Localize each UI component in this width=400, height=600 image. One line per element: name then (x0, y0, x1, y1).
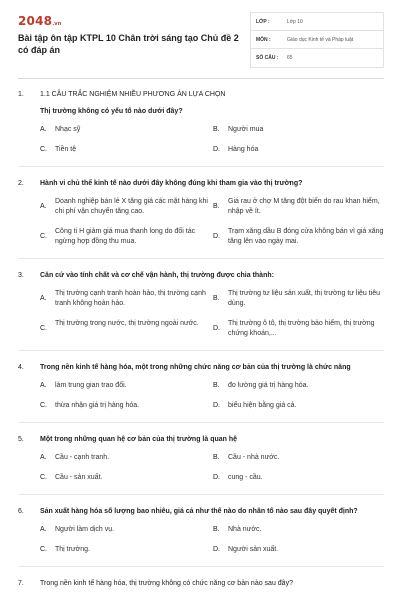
option-c[interactable] (40, 473, 213, 483)
option-b[interactable] (213, 381, 386, 391)
question-header (18, 363, 384, 373)
option-letter: C. (40, 474, 47, 481)
meta-key: LỚP : (256, 18, 270, 25)
section-number: 1. (18, 91, 24, 98)
section-heading (18, 91, 384, 98)
option-a[interactable] (40, 125, 213, 135)
question-2 (18, 179, 384, 247)
question-7 (18, 579, 384, 589)
document-header (18, 10, 384, 74)
question-header (18, 179, 384, 189)
question-header (18, 435, 384, 445)
options-grid (18, 289, 384, 339)
meta-value: 65 (287, 55, 293, 61)
option-letter: C. (40, 233, 47, 240)
option-b[interactable] (213, 453, 386, 463)
question-divider (18, 494, 384, 495)
option-d[interactable] (213, 145, 386, 155)
option-text: Cầu - sản xuất. (55, 474, 103, 481)
option-text: Nhà nước. (228, 526, 262, 533)
option-b[interactable] (213, 197, 386, 217)
question-divider (18, 566, 384, 567)
option-c[interactable] (40, 401, 213, 411)
option-letter: B. (213, 295, 220, 302)
option-c[interactable] (40, 319, 213, 339)
question-number: 4. (18, 364, 24, 371)
option-letter: D. (213, 146, 220, 153)
meta-row-subject (251, 31, 383, 49)
option-text: Người mua (228, 126, 264, 133)
question-number: 5. (18, 436, 24, 443)
option-text: Thị trường cạnh tranh hoàn hảo, thị trường cạnh tranh không hoàn hảo. (55, 290, 206, 307)
option-text: biểu hiện bằng giá cả. (228, 402, 297, 409)
option-letter: A. (40, 126, 47, 133)
question-text: Trong nền kinh tế hàng hóa, một trong những chức năng cơ bản của thị trường là chức năng (40, 364, 351, 371)
option-text: thừa nhận giá trị hàng hóa. (55, 402, 140, 409)
meta-key: SỐ CÂU : (256, 55, 279, 61)
option-letter: D. (213, 402, 220, 409)
option-text: Cầu - nhà nước. (228, 454, 280, 461)
question-text: Trong nền kinh tế hàng hóa, thị trường không có chức năng cơ bản nào sau đây? (40, 580, 293, 587)
option-b[interactable] (213, 125, 386, 135)
question-divider (18, 166, 384, 167)
option-d[interactable] (213, 227, 386, 247)
question-number: 7. (18, 580, 24, 587)
option-text: Người sản xuất. (228, 546, 279, 553)
option-letter: A. (40, 295, 47, 302)
question-4 (18, 363, 384, 411)
meta-table (250, 12, 384, 68)
option-a[interactable] (40, 381, 213, 391)
options-grid (18, 381, 384, 411)
option-c[interactable] (40, 545, 213, 555)
option-letter: B. (213, 382, 220, 389)
option-c[interactable] (40, 145, 213, 155)
option-text: Doanh nghiệp bán lẻ X tăng giá các mặt hàng khi chi phí vận chuyển tăng cao. (55, 198, 208, 215)
option-text: Nhạc sỹ (55, 126, 81, 133)
option-letter: D. (213, 325, 220, 332)
option-letter: D. (213, 474, 220, 481)
option-letter: C. (40, 402, 47, 409)
option-a[interactable] (40, 525, 213, 535)
options-grid (18, 125, 384, 155)
option-letter: C. (40, 325, 47, 332)
question-divider (18, 350, 384, 351)
option-a[interactable] (40, 289, 213, 309)
option-letter: A. (40, 454, 47, 461)
option-b[interactable] (213, 289, 386, 309)
meta-row-class (251, 13, 383, 31)
question-number: 3. (18, 272, 24, 279)
question-text: Căn cứ vào tính chất và cơ chế vận hành, thị trường được chia thành: (40, 272, 274, 279)
option-a[interactable] (40, 197, 213, 217)
option-letter: B. (213, 203, 220, 210)
option-text: Thị trường tư liệu sản xuất, thị trường tư liệu tiêu dùng. (228, 290, 381, 307)
option-letter: C. (40, 146, 47, 153)
option-a[interactable] (40, 453, 213, 463)
option-d[interactable] (213, 545, 386, 555)
option-b[interactable] (213, 525, 386, 535)
option-text: cung - cầu. (228, 474, 263, 481)
question-number: 2. (18, 180, 24, 187)
option-text: Tiền tệ (55, 146, 77, 153)
option-text: Thị trường ô tô, thị trường bảo hiểm, thị trường chứng khoán,... (228, 320, 375, 337)
section-title: 1.1 CÂU TRẮC NGHIỆM NHIỀU PHƯƠNG ÁN LỰA CHỌN (40, 91, 226, 98)
option-text: Hàng hóa (228, 146, 259, 153)
option-letter: A. (40, 203, 47, 210)
question-5 (18, 435, 384, 483)
option-letter: D. (213, 233, 220, 240)
meta-key: MÔN : (256, 36, 271, 43)
site-logo[interactable]: 2048.vn (18, 14, 62, 28)
meta-row-count (251, 49, 383, 67)
option-letter: B. (213, 126, 220, 133)
options-grid (18, 453, 384, 483)
header-divider (18, 78, 384, 79)
question-3 (18, 271, 384, 339)
document-title: Bài tập ôn tập KTPL 10 Chân trời sáng tạo Chủ đề 2 có đáp án (18, 33, 239, 55)
option-text: làm trung gian trao đổi. (55, 382, 127, 389)
option-letter: C. (40, 546, 47, 553)
question-text: Sản xuất hàng hóa số lượng bao nhiêu, giá cả như thế nào do nhân tố nào sau đây quyết định? (40, 508, 358, 515)
options-grid (18, 525, 384, 555)
option-text: Thị trường trong nước, thị trường ngoài nước. (55, 320, 199, 327)
option-text: Cầu - cạnh tranh. (55, 454, 110, 461)
option-c[interactable] (40, 227, 213, 247)
option-letter: D. (213, 546, 220, 553)
option-letter: B. (213, 526, 220, 533)
question-divider (18, 422, 384, 423)
question-6 (18, 507, 384, 555)
option-d[interactable] (213, 401, 386, 411)
option-text: Trạm xăng dầu B đóng cửa không bán vì giá xăng tăng lên vào ngày mai. (228, 228, 384, 245)
brand-block (18, 10, 250, 56)
question-number: 6. (18, 508, 24, 515)
option-letter: B. (213, 454, 220, 461)
question-1 (18, 107, 384, 155)
option-d[interactable] (213, 319, 386, 339)
meta-value: Lớp 10 (287, 18, 303, 25)
option-text: Người làm dịch vụ. (55, 526, 115, 533)
option-text: Công ti H giảm giá mua thanh long do đối tác ngừng hợp đồng thu mua. (55, 228, 196, 245)
question-divider (18, 258, 384, 259)
question-header (18, 271, 384, 281)
option-letter: A. (40, 382, 47, 389)
question-text: Một trong những quan hệ cơ bản của thị trường là quan hệ (40, 436, 238, 443)
question-header (18, 579, 384, 589)
option-d[interactable] (213, 473, 386, 483)
options-grid (18, 197, 384, 247)
option-letter: A. (40, 526, 47, 533)
option-text: Thị trường. (55, 546, 90, 553)
question-header (18, 507, 384, 517)
option-text: đo lường giá trị hàng hóa. (228, 382, 309, 389)
option-text: Giá rau ở chợ M tăng đột biến do rau khan hiếm, nhập về ít. (228, 198, 380, 215)
question-text: Hành vi chủ thể kinh tế nào dưới đây không đúng khi tham gia vào thị trường? (40, 180, 303, 187)
question-text: Thị trường không có yếu tố nào dưới đây? (40, 108, 183, 115)
meta-value: Giáo dục Kinh tế và Pháp luật (287, 36, 354, 43)
